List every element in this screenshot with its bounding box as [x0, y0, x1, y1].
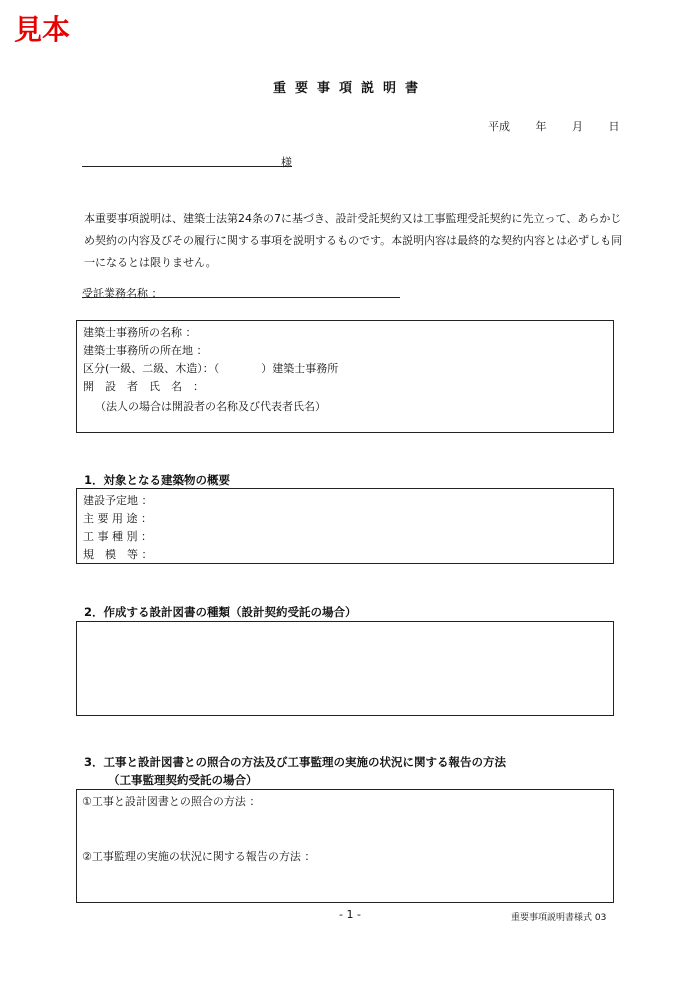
sample-stamp: 見本	[14, 13, 71, 46]
main-use-label: 主 要 用 途 ：	[83, 512, 152, 525]
section3-subheading: （工事監理契約受託の場合）	[108, 773, 258, 787]
addressee-underline	[82, 166, 292, 167]
section3-box	[76, 789, 614, 903]
office-category-suffix: ）建築士事務所	[261, 362, 339, 375]
contract-name-label: 受託業務名称 ：	[82, 287, 163, 300]
site-location-label: 建設予定地 ：	[83, 494, 153, 507]
report-method-label: ②工事監理の実施の状況に関する報告の方法 ：	[82, 850, 316, 863]
office-category-prefix: 区分(一級、二級、木造）：（	[83, 362, 220, 375]
office-founder-label: 開 設 者 氏 名 ：	[83, 380, 204, 393]
drawing-check-method-label: ①工事と設計図書との照合の方法 ：	[82, 795, 261, 808]
contract-name-underline	[82, 297, 400, 298]
section1-heading: 1．対象となる建築物の概要	[84, 473, 231, 487]
office-name-label: 建築士事務所の名称 ：	[83, 326, 197, 339]
date-era: 平成	[488, 120, 510, 133]
work-type-label: 工 事 種 別 ：	[83, 530, 152, 543]
office-info-box	[76, 320, 614, 433]
office-category-row	[83, 360, 338, 376]
section1-box	[76, 488, 614, 564]
date-year: 年	[535, 120, 547, 133]
office-founder-note: （法人の場合は開設者の名称及び代表者氏名）	[95, 400, 326, 413]
form-identifier: 重要事項説明書様式 03	[511, 913, 607, 923]
section2-heading: 2．作成する設計図書の種類（設計契約受託の場合）	[84, 605, 357, 619]
office-address-label: 建築士事務所の所在地 ：	[83, 344, 208, 357]
intro-paragraph: 本重要事項説明は、建築士法第24条の7に基づき、設計受託契約又は工事監理受託契約に先立って、あらかじめ契約の内容及びその履行に関する事項を説明するものです。本説明内容は最終的な契約内容とは必ずしも同一になるとは限りません。	[84, 212, 623, 269]
scale-label: 規 模 等 ：	[83, 548, 153, 561]
date-month: 月	[572, 120, 583, 133]
document-title: 重要事項説明書	[272, 81, 427, 96]
addressee-suffix: 様	[281, 156, 292, 169]
section2-box	[76, 621, 614, 716]
page-number: - 1 -	[339, 908, 361, 921]
section3-heading: 3．工事と設計図書との照合の方法及び工事監理の実施の状況に関する報告の方法	[84, 755, 506, 769]
date-day: 日	[608, 120, 620, 133]
date-line	[488, 118, 620, 134]
